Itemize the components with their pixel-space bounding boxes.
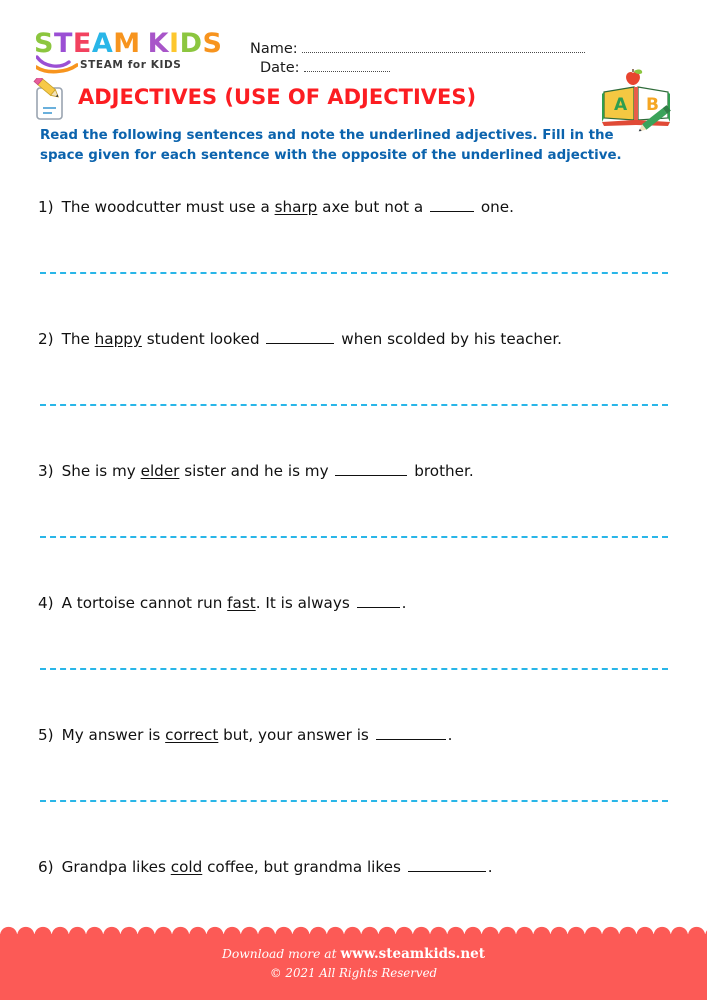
logo-letter-3: A (91, 28, 114, 59)
question-block (0, 454, 707, 586)
title-row (0, 78, 707, 122)
question-block (0, 586, 707, 718)
pencil-on-paper-icon (30, 78, 70, 120)
question-text-middle: coffee, but grandma likes (202, 858, 406, 876)
instructions-line-2: space given for each sentence with the opposite of the underlined adjective. (40, 147, 622, 163)
question-number: 1) (38, 198, 54, 216)
name-label: Name: (250, 41, 298, 57)
logo-letter-7: I (169, 28, 180, 59)
question-text-after: . (447, 726, 453, 744)
question-block (0, 190, 707, 322)
question-text (38, 858, 493, 876)
answer-divider-line (40, 668, 668, 670)
date-label: Date: (260, 60, 300, 76)
question-number: 5) (38, 726, 54, 744)
question-number: 6) (38, 858, 54, 876)
svg-text:B: B (646, 95, 659, 115)
name-input[interactable] (302, 41, 585, 53)
underlined-adjective: happy (94, 330, 142, 348)
logo-letter-6: K (147, 28, 170, 59)
question-number: 3) (38, 462, 54, 480)
abc-book-apple-pencil-icon (598, 68, 676, 132)
question-text (38, 462, 474, 480)
footer-text-block (0, 945, 707, 983)
question-text (38, 198, 514, 216)
question-number: 2) (38, 330, 54, 348)
steam-kids-logo[interactable] (34, 28, 230, 71)
date-input[interactable] (304, 60, 390, 72)
name-date-row (250, 38, 680, 76)
logo-letter-2: E (72, 28, 92, 59)
underlined-adjective: cold (170, 858, 203, 876)
scalloped-edge-decoration (0, 925, 707, 945)
answer-divider-line (40, 536, 668, 538)
question-text-before: She is my (61, 462, 141, 480)
question-text-after: . (401, 594, 407, 612)
answer-divider-line (40, 272, 668, 274)
question-text-after: one. (476, 198, 514, 216)
question-text-middle: . It is always (255, 594, 355, 612)
question-text-before: The (61, 330, 95, 348)
footer-download-line (0, 945, 707, 963)
answer-blank[interactable] (335, 463, 407, 476)
page-footer (0, 934, 707, 1000)
footer-site-link[interactable]: www.steamkids.net (340, 946, 485, 962)
answer-blank[interactable] (266, 331, 334, 344)
logo-tagline: STEAM for KIDS (80, 59, 182, 71)
underlined-adjective: sharp (274, 198, 318, 216)
question-block (0, 718, 707, 850)
question-text-middle: but, your answer is (218, 726, 374, 744)
answer-blank[interactable] (376, 727, 446, 740)
logo-swoosh-icon (36, 54, 78, 74)
page-title: ADJECTIVES (USE OF ADJECTIVES) (78, 85, 477, 109)
question-text-before: A tortoise cannot run (61, 594, 228, 612)
question-text-middle: axe but not a (317, 198, 429, 216)
footer-download-label: Download more at (221, 947, 337, 961)
question-text-after: brother. (409, 462, 474, 480)
question-text-before: My answer is (61, 726, 166, 744)
questions-list (0, 190, 707, 982)
question-number: 4) (38, 594, 54, 612)
underlined-adjective: fast (227, 594, 256, 612)
logo-letter-0: S (34, 28, 54, 59)
question-text-before: Grandpa likes (61, 858, 171, 876)
question-text-middle: sister and he is my (179, 462, 334, 480)
underlined-adjective: correct (165, 726, 219, 744)
question-text-middle: student looked (141, 330, 265, 348)
question-text-after: . (487, 858, 493, 876)
logo-letter-1: T (53, 28, 73, 59)
answer-divider-line (40, 404, 668, 406)
answer-divider-line (40, 800, 668, 802)
answer-blank[interactable] (430, 199, 474, 212)
logo-letter-8: D (179, 28, 203, 59)
question-text (38, 594, 406, 612)
question-text-before: The woodcutter must use a (61, 198, 275, 216)
question-text (38, 726, 453, 744)
logo-letter-9: S (202, 28, 223, 59)
question-text-after: when scolded by his teacher. (336, 330, 563, 348)
instructions-block (40, 126, 680, 165)
instructions-line-1: Read the following sentences and note the underlined adjectives. Fill in the (40, 128, 614, 143)
underlined-adjective: elder (140, 462, 180, 480)
question-block (0, 322, 707, 454)
svg-text:A: A (614, 95, 628, 115)
answer-blank[interactable] (357, 595, 400, 608)
logo-letter-4: M (113, 28, 141, 59)
answer-blank[interactable] (408, 859, 486, 872)
question-text (38, 330, 562, 348)
footer-copyright: © 2021 All Rights Reserved (269, 966, 438, 980)
